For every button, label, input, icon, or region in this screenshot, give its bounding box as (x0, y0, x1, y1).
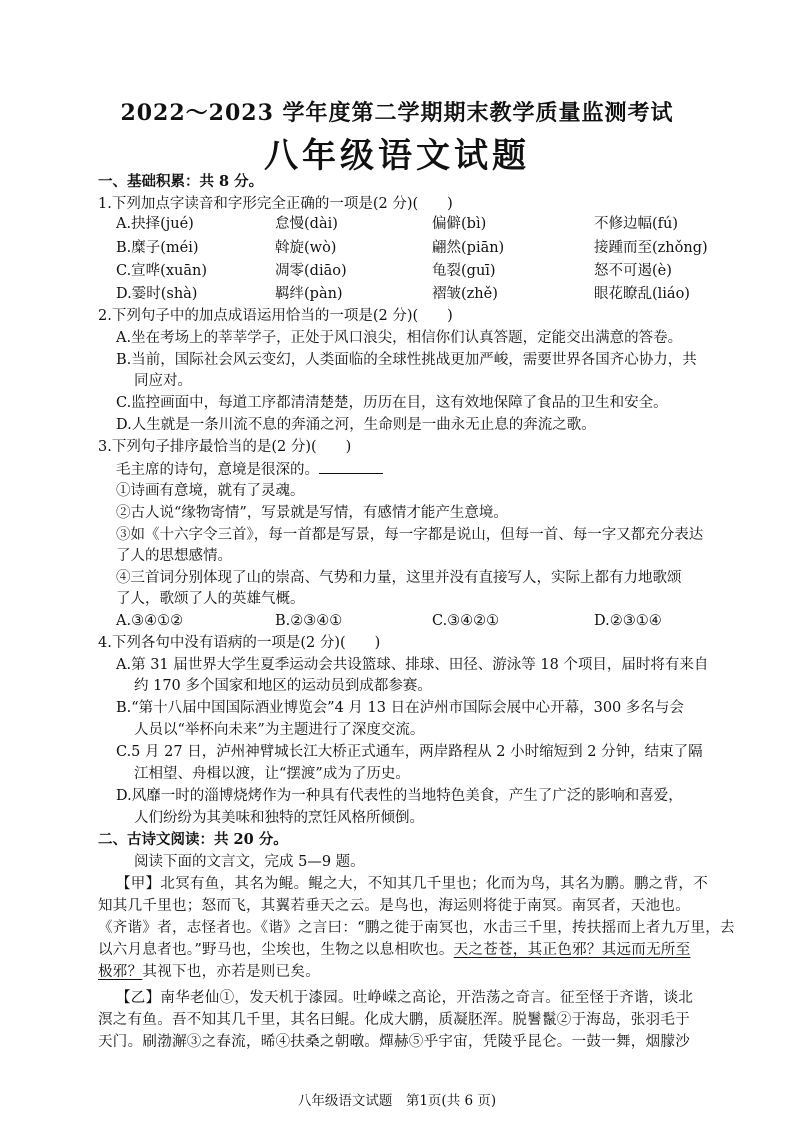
passage-jia-text: 其视下也，亦若是则已矣。 (142, 964, 321, 980)
q4-option-b: B.“第十八届中国国际酒业博览会”4 月 13 日在泸州市国际会展中心开幕，300 多名与会 (116, 700, 684, 716)
q1-option-cell: A.抉择(jué) (116, 216, 194, 232)
passage-jia-text: 以六月息者也。”野马也，尘埃也，生物之以息相吹也。 (98, 942, 454, 958)
q4-option-d-cont: 人们纷纷为其美味和独特的烹饪风格所倾倒。 (134, 810, 424, 826)
q1-option-cell: 眼花瞭乱(liáo) (594, 286, 690, 302)
underlined-sentence: 天之苍苍，其正色邪？其远而无所至 (453, 942, 691, 958)
q3-lead (116, 459, 383, 480)
passage-jia-line (98, 962, 320, 982)
q3-sentence-4-cont: 了人，歌颂了人的英雄气概。 (116, 591, 305, 607)
q3-sentence-4: ④三首词分别体现了山的崇高、气势和力量，这里并没有直接写人，实际上都有力地歌颂 (116, 570, 682, 586)
q1-option-cell: 斡旋(wò) (275, 240, 337, 256)
answer-blank (319, 459, 383, 474)
q3-option: C.③④②① (432, 613, 500, 629)
q1-option-cell: 羁绊(pàn) (275, 286, 343, 302)
q1-option-cell: 接踵而至(zhǒng) (594, 240, 708, 256)
q1-option-cell: 偏僻(bì) (432, 216, 487, 232)
section-heading-1: 一、基础积累：共 8 分。 (98, 173, 264, 190)
page-footer: 八年级语文试题 第1页(共 6 页) (297, 1093, 497, 1109)
passage-jia-line (98, 940, 690, 960)
q4-option-c: C.5 月 27 日，泸州神臂城长江大桥正式通车，两岸路程从 2 小时缩短到 2 分钟，结束了隔 (116, 744, 703, 760)
q1-option-cell: 凋零(diāo) (275, 263, 347, 279)
q1-option-cell: B.糜子(méi) (116, 240, 199, 256)
q1-option-cell: 不修边幅(fú) (594, 216, 679, 232)
q3-lead-text: 毛主席的诗句，意境是很深的。 (116, 462, 319, 478)
q3-option: A.③④①② (116, 613, 184, 629)
q4-stem: 4.下列各句中没有语病的一项是(2 分)( ) (98, 635, 381, 651)
q2-option-c: C.监控画面中，每道工序都清清楚楚，历历在目，这有效地保障了食品的卫生和安全。 (116, 395, 668, 411)
q1-option-cell: 龟裂(guī) (432, 263, 496, 279)
q2-option-b-cont: 同应对。 (134, 373, 192, 389)
q4-option-d: D.风靡一时的淄博烧烤作为一种具有代表性的当地特色美食，产生了广泛的影响和喜爱， (116, 788, 683, 804)
q1-option-cell: 翩然(piān) (432, 240, 505, 256)
q1-option-cell: D.霎时(shà) (116, 286, 198, 302)
q1-option-cell: 褶皱(zhě) (432, 286, 498, 302)
q2-option-b: B.当前，国际社会风云变幻，人类面临的全球性挑战更加严峻，需要世界各国齐心协力，共 (116, 352, 697, 368)
q4-option-a: A.第 31 届世界大学生夏季运动会共设篮球、排球、田径、游泳等 18 个项目，届时将有来自 (116, 657, 709, 673)
q4-option-b-cont: 人员以“举杯向未来”为主题进行了深度交流。 (134, 722, 425, 738)
underlined-sentence-cont: 极邪？ (98, 964, 143, 980)
q3-sentence-1: ①诗画有意境，就有了灵魂。 (116, 483, 305, 499)
passage-yi-line: 溟之有鱼。吾不知其几千里，其名曰鲲。化成大鹏，质凝胚浑。脱鬐鬣②于海岛，张羽毛于 (98, 1012, 690, 1028)
q1-stem: 1.下列加点字读音和字形完全正确的一项是(2 分)( ) (98, 196, 453, 212)
q2-stem: 2.下列句子中的加点成语运用恰当的一项是(2 分)( ) (98, 308, 453, 324)
passage-jia-line: 【甲】北冥有鱼，其名为鲲。鲲之大，不知其几千里也；化而为鸟，其名为鹏。鹏之背，不 (116, 876, 708, 892)
q4-option-c-cont: 江相望、舟楫以渡，让“摆渡”成为了历史。 (134, 766, 410, 782)
q2-option-a: A.坐在考场上的莘莘学子，正处于风口浪尖，相信你们认真答题，定能交出满意的答卷。 (116, 330, 683, 346)
q1-option-cell: 怒不可遏(è) (594, 263, 672, 279)
q2-option-d: D.人生就是一条川流不息的奔涌之河，生命则是一曲永无止息的奔流之歌。 (116, 417, 596, 433)
q3-option: D.②③①④ (594, 613, 662, 629)
q3-stem: 3.下列句子排序最恰当的是(2 分)( ) (98, 439, 352, 455)
passage-jia-line: 《齐谐》者，志怪者也。《谐》之言曰：“鹏之徙于南冥也，水击三千里，抟扶摇而上者九万里，去 (98, 920, 735, 936)
q3-sentence-3-cont: 了人的思想感情。 (116, 548, 232, 564)
q1-option-cell: C.宣哗(xuān) (116, 263, 208, 279)
q1-option-cell: 怠慢(dài) (275, 216, 338, 232)
exam-title: 2022～2023 学年度第二学期期末教学质量监测考试 (120, 100, 674, 126)
q4-option-a-cont: 约 170 多个国家和地区的运动员到成都参赛。 (134, 678, 432, 694)
q3-sentence-2: ②古人说“缘物寄情”，写景就是写情，有感情才能产生意境。 (116, 505, 508, 521)
paper-title: 八年级语文试题 (264, 136, 530, 176)
q3-option: B.②③④① (275, 613, 343, 629)
passage-jia-line: 知其几千里也；怒而飞，其翼若垂天之云。是鸟也，海运则将徙于南冥。南冥者，天池也。 (98, 898, 690, 914)
passage-yi-line: 天门。刷渤澥③之春流，晞④扶桑之朝暾。燀赫⑤乎宇宙，凭陵乎昆仑。一鼓一舞，烟朦沙 (98, 1034, 690, 1050)
q3-sentence-3: ③如《十六字令三首》，每一首都是写景，每一字都是说山，但每一首、每一字又都充分表达 (116, 527, 704, 543)
section-heading-2: 二、古诗文阅读：共 20 分。 (98, 831, 288, 848)
reading-intro: 阅读下面的文言文，完成 5—9 题。 (134, 854, 365, 870)
passage-yi-line: 【乙】南华老仙①，发天机于漆园。吐峥嵘之高论，开浩荡之奇言。征至怪于齐谐，谈北 (116, 990, 694, 1006)
